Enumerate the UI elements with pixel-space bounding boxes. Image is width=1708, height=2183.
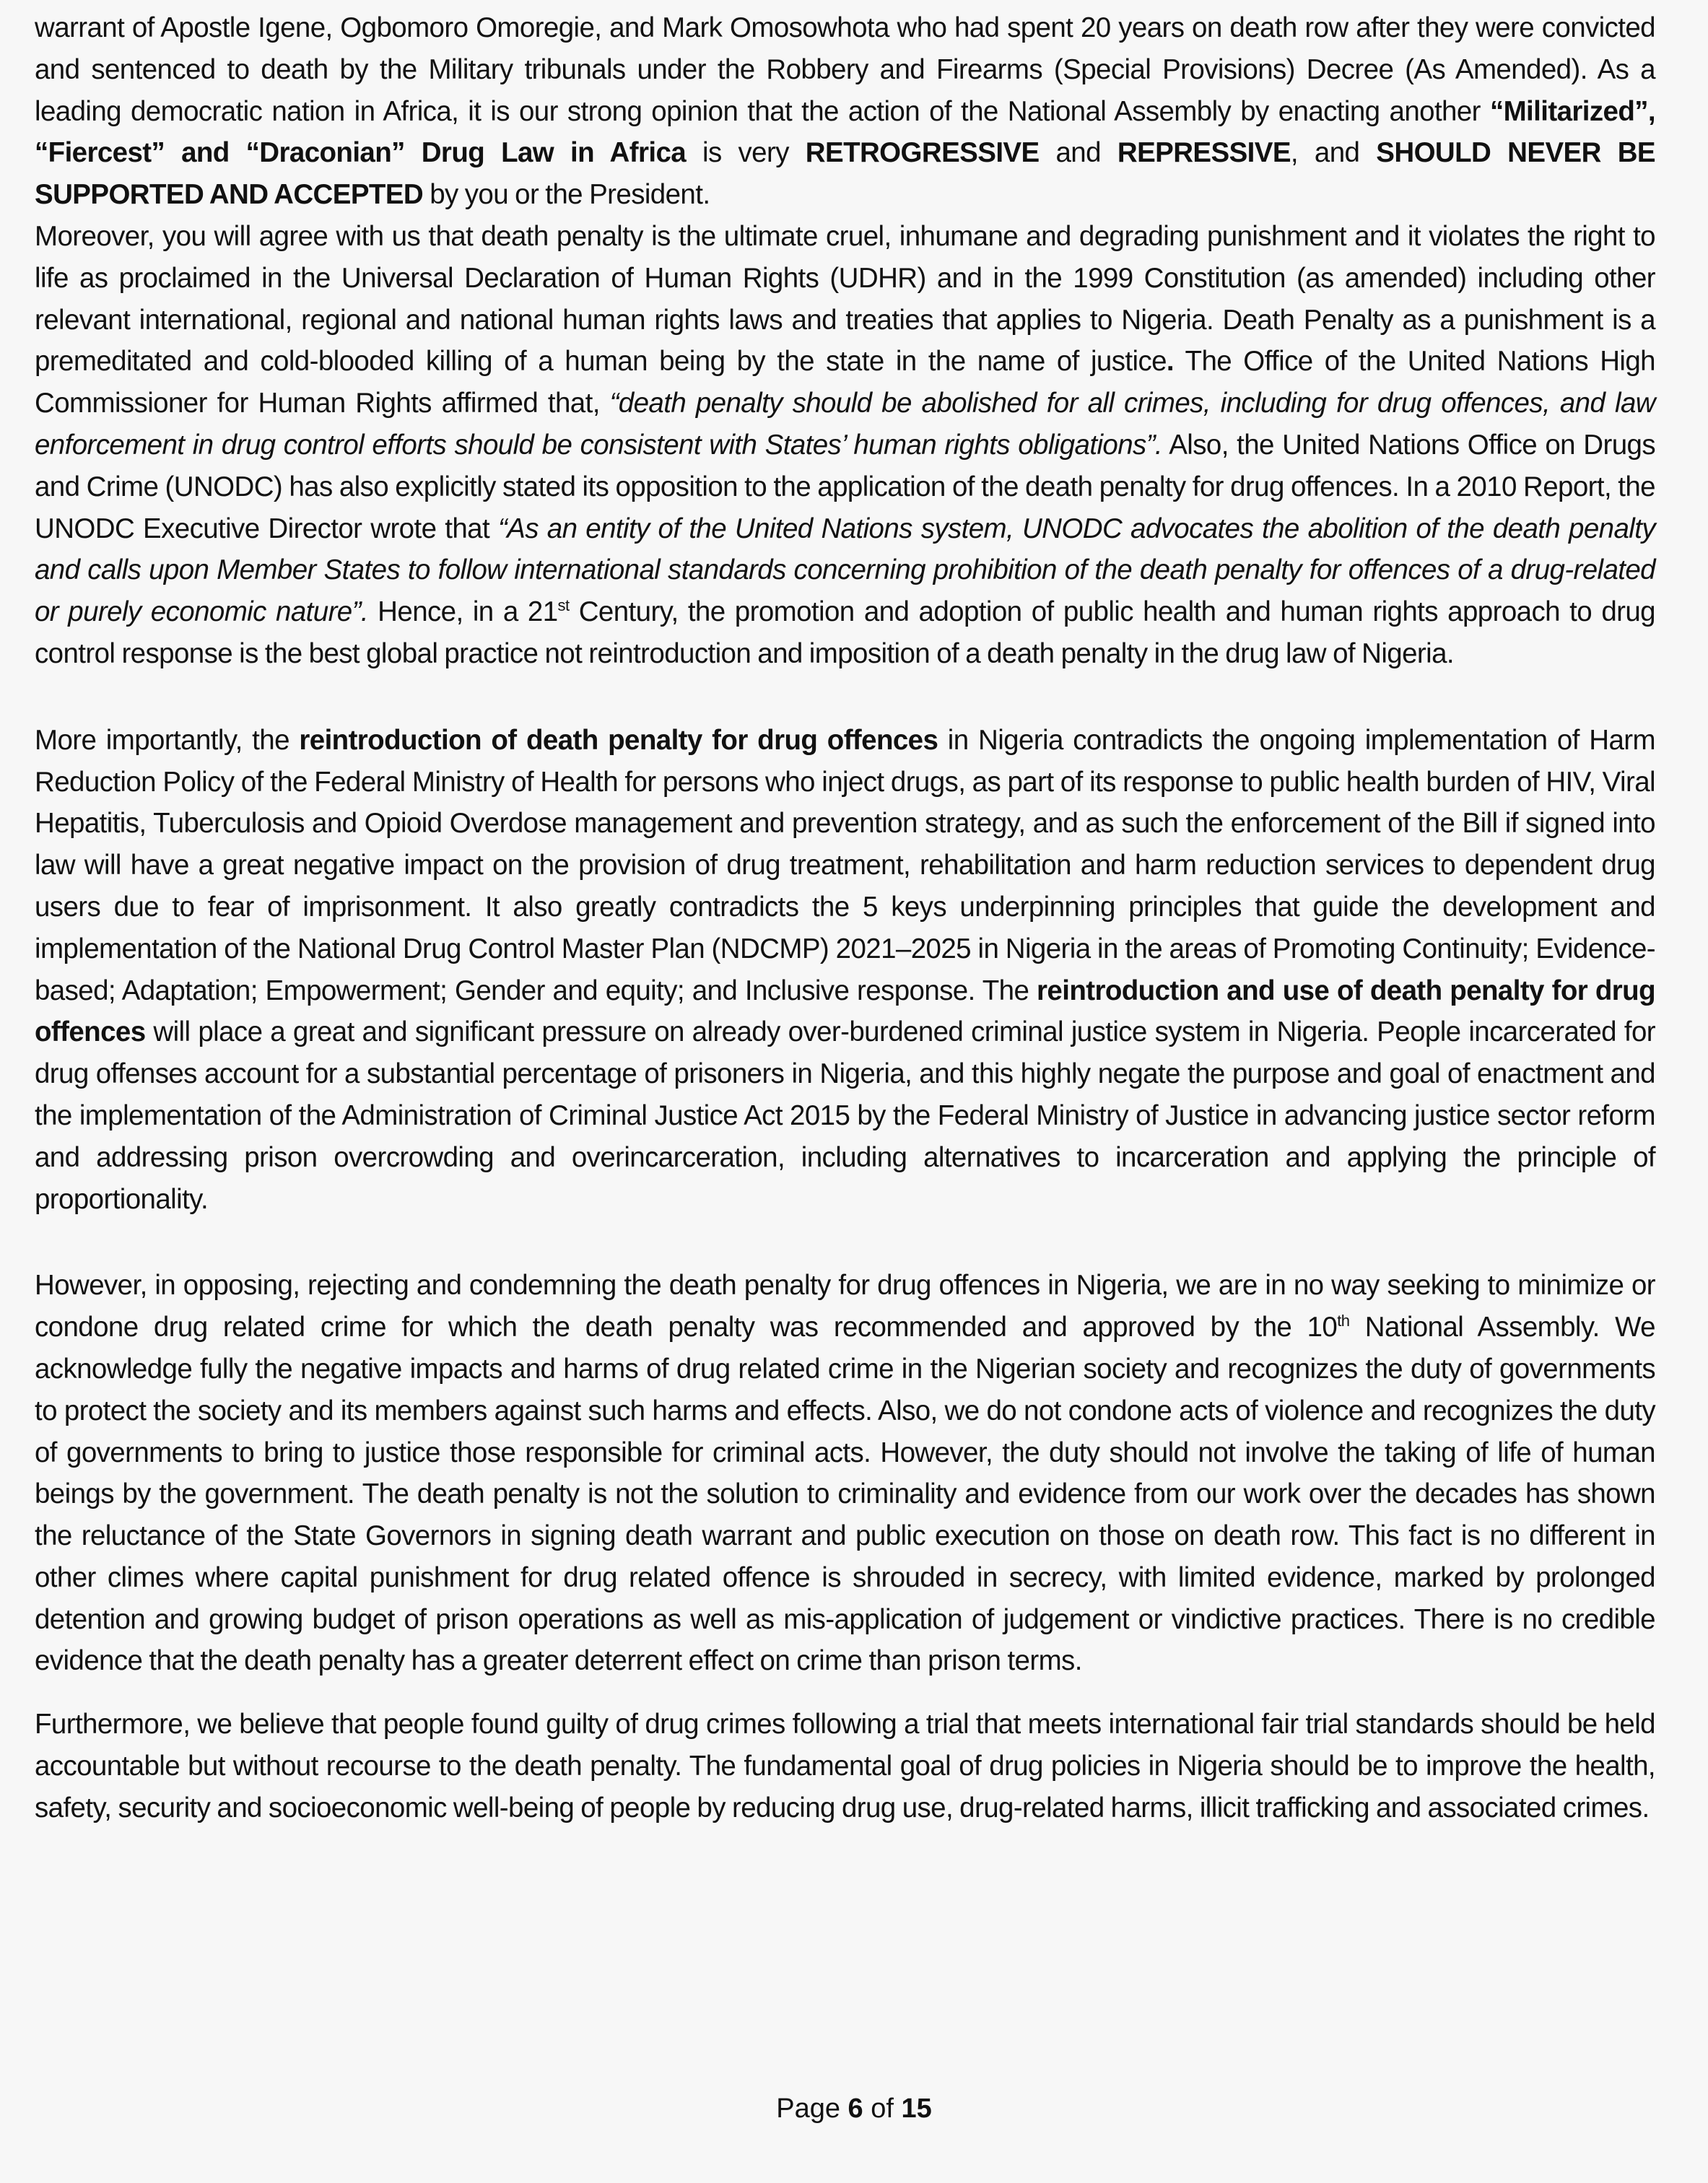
text-segment-normal: Century, the promotion and adoption of public health and human rights approach to drug control response is the best global practice not reintroduction and imposition of a death penalty in the drug law of Nigeria. — [35, 596, 1655, 669]
text-segment-bold: SHOULD NEVER BE SUPPORTED AND ACCEPTED — [35, 137, 1656, 211]
text-segment-sup: st — [557, 596, 570, 615]
text-segment-italic: “As an entity of the United Nations system, UNODC advocates the abolition of the death penalty and calls upon Member States to follow international standards concerning prohibition of the death penalty for offences of a drug-related or purely economic nature”. — [35, 513, 1655, 628]
text-segment-normal: by you or the President. — [423, 179, 710, 211]
text-segment-normal: , and — [1290, 137, 1377, 169]
paragraph-harm-reduction-contradiction — [35, 720, 1655, 1221]
text-segment-normal: Also, the United Nations Office on Drugs and Crime (UNODC) has also explicitly stated its opposition to the application of the death penalty for drug offences. In a 2010 Report, the UNODC Executive Director wrote that — [35, 429, 1655, 544]
text-segment-bold: reintroduction of death penalty for drug offences — [299, 724, 938, 756]
document-page — [35, 7, 1655, 1829]
paragraph-accountability-goal — [35, 1704, 1655, 1829]
text-segment-normal: in Nigeria contradicts the ongoing implementation of Harm Reduction Policy of the Federal Ministry of Health for persons who inject drugs, as part of its response to public health burden of HIV, Viral Hepatitis, Tuberculosis and Opioid Overdose management and prevention strategy, and as such the enforcement of the Bill if signed into law will have a great negative impact on the provision of drug treatment, rehabilitation and harm reduction services to dependent drug users due to fear of imprisonment. It also greatly contradicts the 5 keys underpinning principles that guide the development and implementation of the National Drug Control Master Plan (NDCMP) 2021–2025 in Nigeria in the areas of Promoting Continuity; Evidence-based; Adaptation; Empowerment; Gender and equity; and Inclusive response. The — [35, 724, 1655, 1006]
text-segment-normal: Hence, in a 21 — [367, 596, 558, 628]
text-segment-normal: Moreover, you will agree with us that death penalty is the ultimate cruel, inhumane and degrading punishment and it violates the right to life as proclaimed in the Universal Declaration of Human Rights (UDHR) and in the 1999 Constitution (as amended) including other relevant international, regional and national human rights laws and treaties that applies to Nigeria. Death Penalty as a punishment is a premeditated and cold-blooded killing of a human being by the state in the name of justice — [35, 220, 1655, 378]
total-pages-number: 15 — [901, 2093, 932, 2124]
text-segment-normal: will place a great and significant pressure on already over-burdened criminal justice system in Nigeria. People incarcerated for drug offenses account for a substantial percentage of prisoners in Nigeria, and this highly negate the purpose and goal of enactment and the implementation of the Administration of Criminal Justice Act 2015 by the Federal Ministry of Justice in advancing justice sector reform and addressing prison overcrowding and overincarceration, including alternatives to incarceration and applying the principle of proportionality. — [35, 1016, 1655, 1215]
text-segment-bold: “Militarized”, “Fiercest” and “Draconian” Drug Law in Africa — [35, 95, 1655, 169]
text-segment-normal: warrant of Apostle Igene, Ogbomoro Omoregie, and Mark Omosowhota who had spent 20 years on death row after they were convicted and sentenced to death by the Military tribunals under the Robbery and Firearms (Special Provisions) Decree (As Amended). As a leading democratic nation in Africa, it is our strong opinion that the action of the National Assembly by enacting another — [35, 12, 1655, 127]
text-segment-bold: reintroduction and use of death penalty for drug offences — [35, 975, 1656, 1048]
text-segment-normal: Furthermore, we believe that people found guilty of drug crimes following a trial that meets international fair trial standards should be held accountable but without recourse to the death penalty. The fundamental goal of drug policies in Nigeria should be to improve the health, safety, security and socioeconomic well-being of people by reducing drug use, drug-related harms, illicit trafficking and associated crimes. — [35, 1709, 1655, 1823]
page-label: Page — [776, 2093, 840, 2124]
paragraph-human-rights-argument — [35, 216, 1655, 675]
page-number-footer — [0, 2093, 1708, 2125]
text-segment-bold: . — [1166, 346, 1175, 378]
paragraph-not-condoning-crime — [35, 1265, 1655, 1682]
text-segment-normal: More importantly, the — [35, 724, 300, 756]
text-segment-normal: is very — [686, 137, 806, 169]
current-page-number: 6 — [848, 2093, 863, 2124]
text-segment-bold: RETROGRESSIVE — [805, 137, 1040, 169]
text-segment-sup: th — [1337, 1312, 1350, 1330]
text-segment-normal: and — [1039, 137, 1117, 169]
text-segment-italic: “death penalty should be abolished for all crimes, including for drug offences, and law enforcement in drug control efforts should be consistent with States’ human rights obligations”. — [35, 388, 1655, 461]
text-segment-normal: National Assembly. We acknowledge fully the negative impacts and harms of drug related crime in the Nigerian society and recognizes the duty of governments to protect the society and its members against such harms and effects. Also, we do not condone acts of violence and recognizes the duty of governments to bring to justice those responsible for criminal acts. However, the duty should not involve the taking of life of human beings by the government. The death penalty is not the solution to criminality and evidence from our work over the decades has shown the reluctance of the State Governors in signing death warrant and public execution on those on death row. This fact is no different in other climes where capital punishment for drug related offence is shrouded in secrecy, with limited evidence, marked by prolonged detention and growing budget of prison operations as well as mis-application of judgement or vindictive practices. There is no credible evidence that the death penalty has a greater deterrent effect on crime than prison terms. — [35, 1312, 1655, 1677]
text-segment-bold: REPRESSIVE — [1117, 137, 1291, 169]
text-segment-normal: The Office of the United Nations High Commissioner for Human Rights affirmed that, — [35, 346, 1655, 419]
text-segment-normal: However, in opposing, rejecting and condemning the death penalty for drug offences in Nigeria, we are in no way seeking to minimize or condone drug related crime for which the death penalty was recommended and approved by the 10 — [35, 1270, 1655, 1343]
paragraph-death-warrant-context — [35, 7, 1655, 216]
of-label: of — [871, 2093, 894, 2124]
